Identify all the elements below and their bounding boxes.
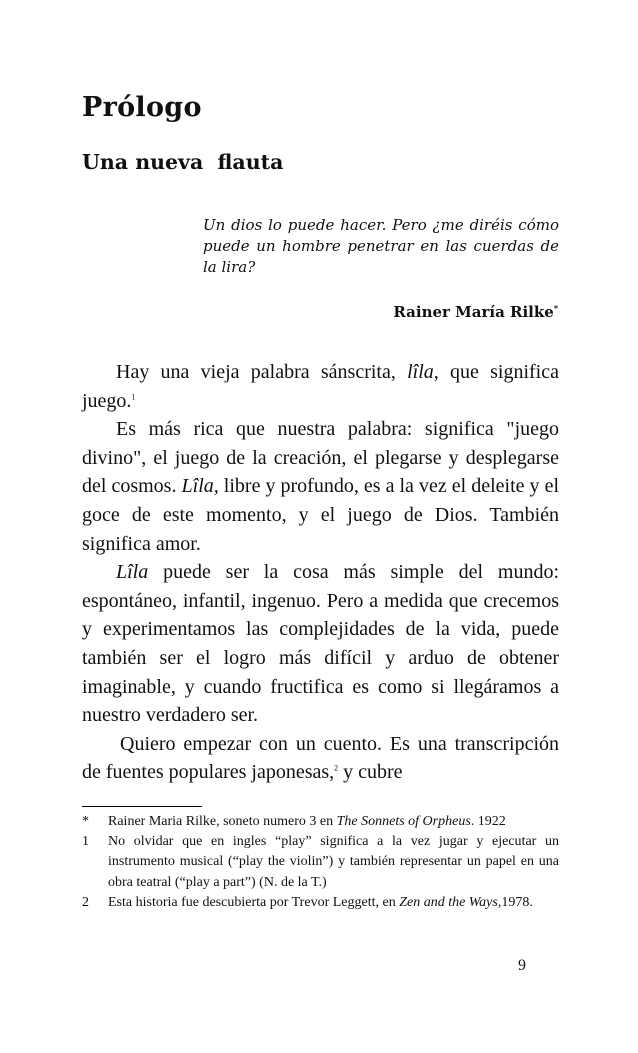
italic-term: Lîla, (181, 475, 219, 498)
italic-title: The Sonnets of Orpheus (336, 814, 471, 829)
page-number: 9 (518, 957, 526, 974)
text-run: No olvidar que en ingles “play” significa a la vez jugar y ejecutar un instrumento musical (“play the violin”) y también representar un papel en una obra teatral (“play a part”) (N. de la T.) (108, 834, 559, 890)
footnote-divider (82, 806, 202, 807)
text-run: Hay una vieja palabra sánscrita, (116, 361, 408, 383)
text-run: ,1978. (497, 894, 533, 910)
text-run: y cubre (338, 761, 403, 784)
text-run: Quiero empezar con un cuento. Es una transcripción de fuentes populares japonesas, (82, 732, 559, 784)
footnote-item (82, 893, 559, 913)
footnote-ref: 1 (131, 391, 136, 401)
epigraph-quote: Un dios lo puede hacer. Pero ¿me diréis cómo puede un hombre penetrar en las cuerdas de la lira? (203, 216, 559, 276)
footnote-mark: * (82, 814, 89, 829)
footnote-item (82, 832, 559, 893)
epigraph-author (393, 303, 558, 321)
paragraph-1 (82, 358, 559, 415)
text-run: puede ser la cosa más simple del mundo: espontáneo, infantil, ingenuo. Pero a medida que crecemos y experimentamos las complejidades de la vida, puede también ser el logro más difícil y arduo de obtener imaginable, y cuando fructifica es como si llegáramos a nuestro verdadero ser. (82, 561, 559, 727)
text-run: . 1922 (470, 814, 506, 829)
text-run: libre y profundo, es a la vez el deleite y el goce de este momento, y el juego de Dios. También significa amor. (82, 475, 559, 555)
body-text (82, 358, 559, 787)
text-run: , que significa juego. (82, 361, 559, 412)
footnotes (82, 812, 559, 913)
italic-term: Lîla (116, 561, 149, 584)
paragraph-2 (82, 415, 559, 558)
footnote-item (82, 812, 559, 832)
footnote-mark: 2 (82, 894, 89, 910)
text-run: Esta historia fue descubierta por Trevor Leggett, en (108, 894, 400, 910)
epigraph-author-name: Rainer María Rilke (393, 303, 554, 321)
paragraph-4 (82, 730, 559, 787)
italic-term: lîla (407, 361, 434, 383)
text-run: Es más rica que nuestra palabra: significa "juego divino", el juego de la creación, el plegarse y desplegarse del cosmos. (82, 418, 559, 498)
italic-title: Zen and the Ways (399, 894, 498, 910)
epigraph-footnote-mark: * (553, 303, 558, 313)
footnote-ref: 2 (334, 763, 339, 773)
chapter-title: Prólogo (82, 92, 202, 123)
section-title: Una nueva flauta (82, 150, 284, 174)
text-run: Rainer Maria Rilke, soneto numero 3 en (108, 814, 337, 829)
paragraph-3 (82, 558, 559, 730)
footnote-mark: 1 (82, 834, 89, 850)
